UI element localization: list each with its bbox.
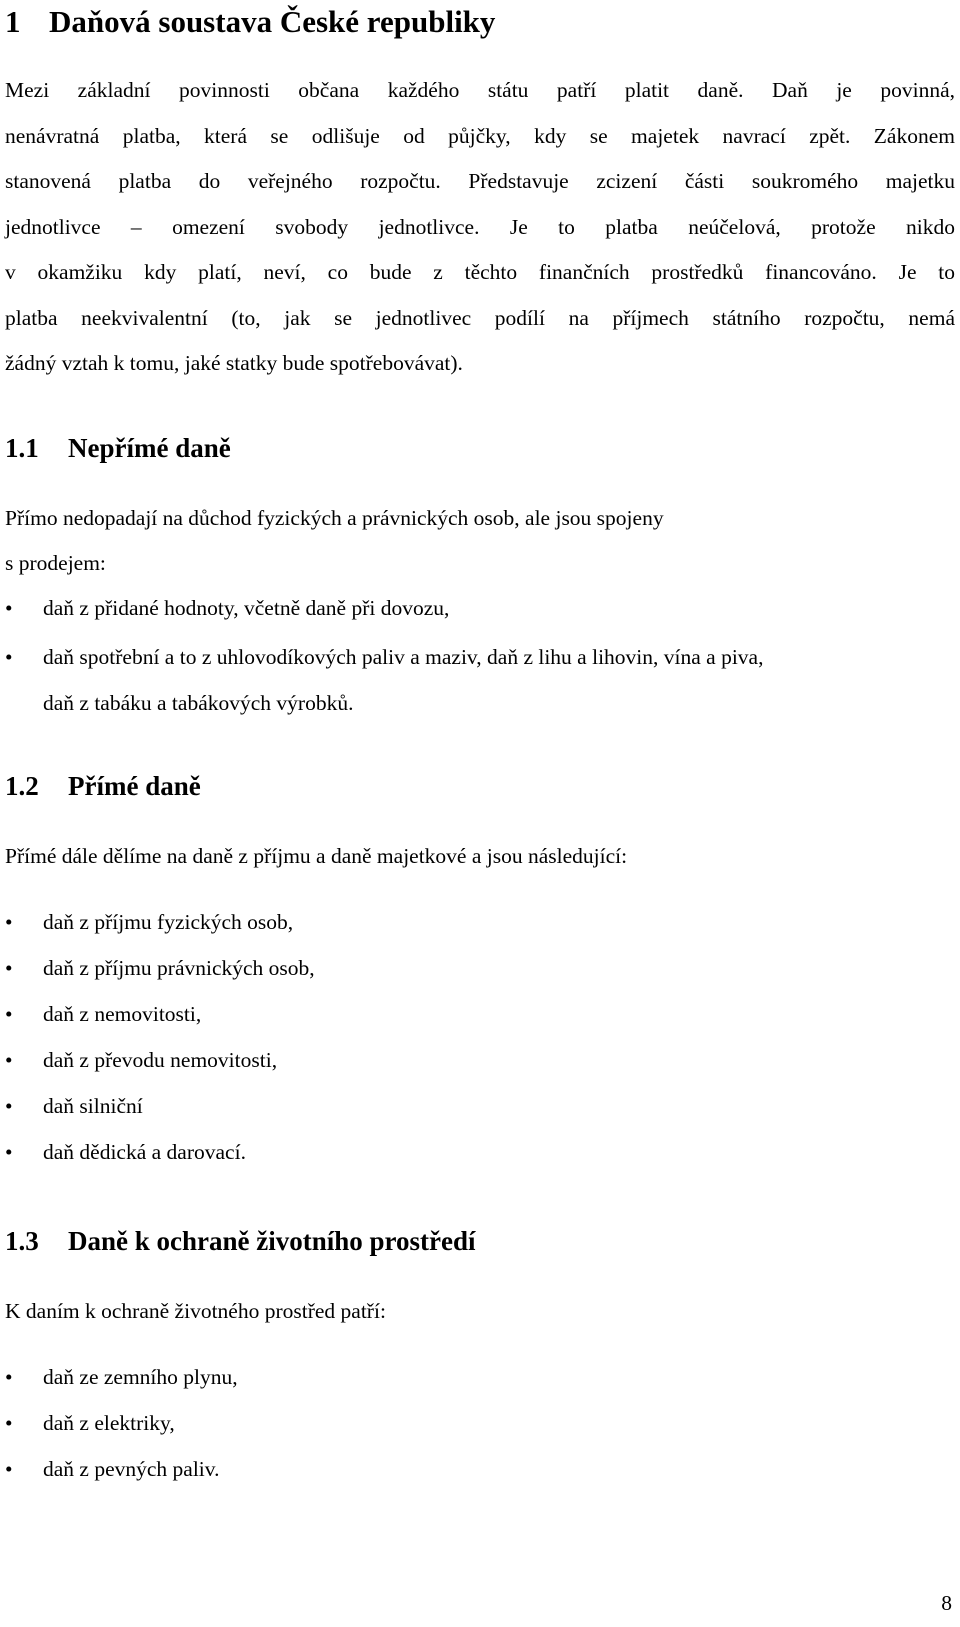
- list-item: [5, 1446, 955, 1492]
- list-item: [5, 945, 955, 991]
- list-item: [5, 1400, 955, 1446]
- section-intro-line: K daním k ochraně životného prostřed patří:: [5, 1299, 386, 1323]
- list-item: [5, 899, 955, 945]
- bullet-icon: •: [5, 1457, 13, 1481]
- list-item-text: daň z převodu nemovitosti,: [43, 1048, 278, 1072]
- bullet-icon: •: [5, 1002, 13, 1026]
- section-intro: [5, 1289, 955, 1334]
- list-item-text: daň z příjmu právnických osob,: [43, 956, 315, 980]
- list-item-text: daň z elektriky,: [43, 1411, 175, 1435]
- list-item: [5, 1037, 955, 1083]
- section-intro-line: s prodejem:: [5, 551, 106, 575]
- section-title: Přímé daně: [68, 771, 201, 801]
- chapter-heading: [5, 2, 495, 42]
- section-heading: [5, 431, 231, 465]
- list-item: [5, 585, 955, 631]
- bullet-icon: •: [5, 1048, 13, 1072]
- list-item-text: daň ze zemního plynu,: [43, 1365, 238, 1389]
- paragraph-line: jednotlivce – omezení svobody jednotlivce. Je to platba neúčelová, protože nikdo: [5, 214, 955, 239]
- paragraph-line: žádný vztah k tomu, jaké statky bude spotřebovávat).: [5, 351, 463, 375]
- paragraph-line: nenávratná platba, která se odlišuje od půjčky, kdy se majetek navrací zpět. Zákonem: [5, 123, 955, 148]
- list-item-text: daň spotřební a to z uhlovodíkových paliv a maziv, daň z lihu a lihovin, vína a piva,: [43, 645, 764, 669]
- section-number: 1.2: [5, 771, 39, 801]
- intro-paragraph: [5, 68, 955, 387]
- chapter-title: Daňová soustava České republiky: [49, 4, 496, 39]
- section-title: Nepřímé daně: [68, 433, 231, 463]
- paragraph-line: Mezi základní povinnosti občana každého státu patří platit daně. Daň je povinná,: [5, 78, 955, 102]
- bullet-list: [5, 1354, 955, 1492]
- bullet-icon: •: [5, 1365, 13, 1389]
- bullet-icon: •: [5, 1140, 13, 1164]
- list-item-text: daň silniční: [43, 1094, 143, 1118]
- chapter-number: 1: [5, 4, 21, 39]
- list-item: [5, 634, 955, 726]
- bullet-list: [5, 585, 955, 726]
- section-intro-line: Přímé dále dělíme na daně z příjmu a daně majetkové a jsou následující:: [5, 844, 628, 868]
- list-item-text: daň z pevných paliv.: [43, 1457, 220, 1481]
- section-heading: [5, 769, 201, 803]
- list-item: [5, 1083, 955, 1129]
- section-heading: [5, 1224, 476, 1258]
- bullet-icon: •: [5, 1411, 13, 1435]
- section-intro: [5, 834, 955, 879]
- page-number: 8: [941, 1591, 952, 1615]
- list-item: [5, 991, 955, 1037]
- section-number: 1.3: [5, 1226, 39, 1256]
- bullet-icon: •: [5, 645, 13, 669]
- list-item-text: daň z tabáku a tabákových výrobků.: [43, 691, 354, 715]
- list-item-text: daň z nemovitosti,: [43, 1002, 202, 1026]
- list-item-text: daň dědická a darovací.: [43, 1140, 246, 1164]
- list-item-text: daň z přidané hodnoty, včetně daně při dovozu,: [43, 596, 450, 620]
- bullet-list: [5, 899, 955, 1175]
- section-intro: [5, 496, 955, 586]
- bullet-icon: •: [5, 956, 13, 980]
- bullet-icon: •: [5, 1094, 13, 1118]
- paragraph-line: platba neekvivalentní (to, jak se jednotlivec podílí na příjmech státního rozpočtu, nemá: [5, 305, 955, 330]
- list-item-text: daň z příjmu fyzických osob,: [43, 910, 294, 934]
- section-number: 1.1: [5, 433, 39, 463]
- paragraph-line: v okamžiku kdy platí, neví, co bude z těchto finančních prostředků financováno. Je to: [5, 260, 955, 284]
- section-intro-line: Přímo nedopadají na důchod fyzických a právnických osob, ale jsou spojeny: [5, 506, 664, 530]
- list-item: [5, 1354, 955, 1400]
- bullet-icon: •: [5, 596, 13, 620]
- list-item: [5, 1129, 955, 1175]
- bullet-icon: •: [5, 910, 13, 934]
- paragraph-line: stanovená platba do veřejného rozpočtu. Představuje zcizení části soukromého majetku: [5, 169, 955, 193]
- section-title: Daně k ochraně životního prostředí: [68, 1226, 476, 1256]
